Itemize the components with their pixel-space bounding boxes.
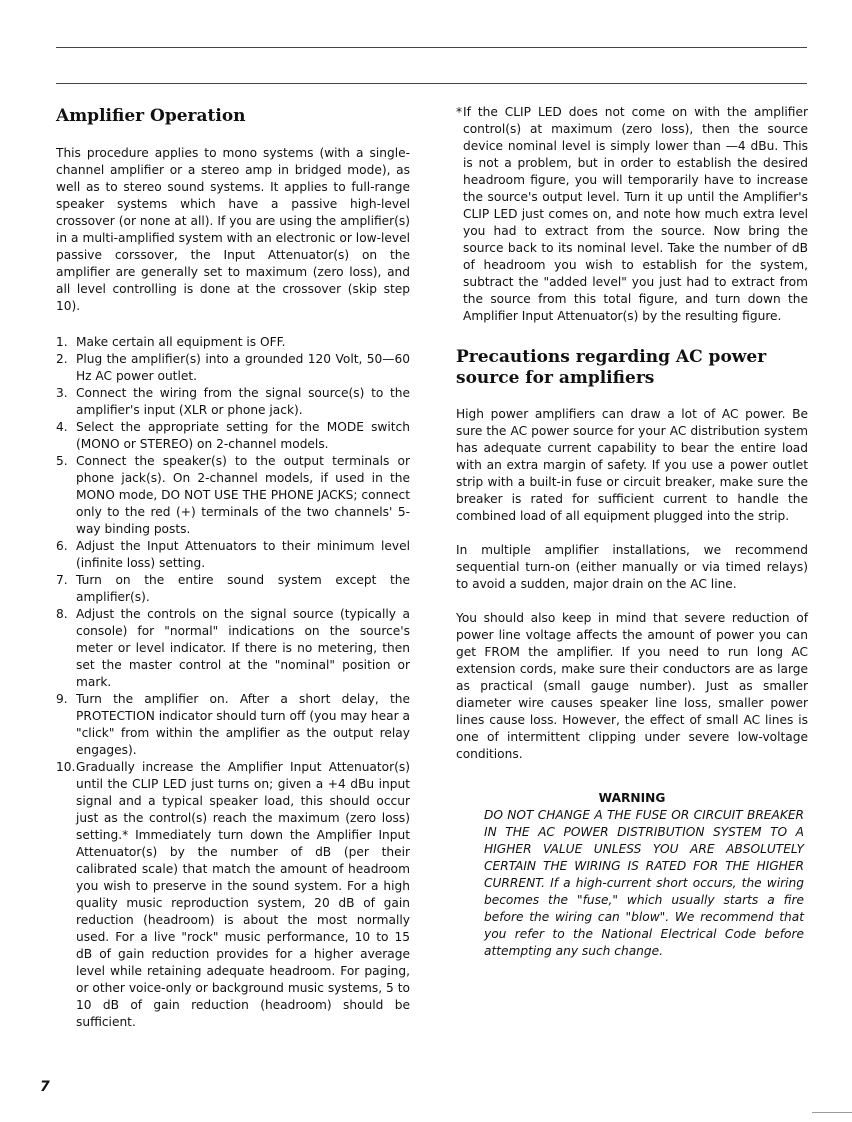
step-number: 8. <box>56 607 68 621</box>
footnote-mark: * <box>456 105 463 119</box>
section-heading-ac-power: Precautions regarding AC power source for amplifiers <box>456 347 767 388</box>
step-number: 5. <box>56 454 68 468</box>
top-rule <box>56 47 807 48</box>
step-number: 4. <box>56 420 68 434</box>
corner-rule <box>812 1112 852 1113</box>
procedure-steps <box>56 334 410 1031</box>
step-number: 10. <box>56 760 76 774</box>
page-number: 7 <box>40 1079 50 1095</box>
intro-paragraph: This procedure applies to mono systems (with a single-channel amplifier or a stereo amp in bridged mode), as well as to stereo sound systems. It applies to full-range speaker systems which have a passive high-level crossover (or none at all). If you are using the amplifier(s) in a multi-amplified system with an electronic or low-level passive corssover, the Input Attenuator(s) on the amplifier are generally set to maximum (zero loss), and all level controlling is done at the crossover (skip step 10). <box>56 146 410 313</box>
step-text: Turn on the entire sound system except the amplifier(s). <box>76 573 410 604</box>
step-text: Connect the wiring from the signal source(s) to the amplifier's input (XLR or phone jack). <box>76 386 410 417</box>
step-text: Connect the speaker(s) to the output terminals or phone jack(s). On 2-channel models, if used in the MONO mode, DO NOT USE THE PHONE JACKS; connect only to the red (+) terminals of the two channels' 5-way binding posts. <box>76 454 410 536</box>
step-item <box>56 572 410 606</box>
step-item <box>56 606 410 691</box>
step-item <box>56 351 410 385</box>
step-text: Adjust the controls on the signal source (typically a console) for "normal" indications on the source's meter or level indicator. If there is no metering, then set the master control at the "nominal" position or mark. <box>76 607 410 689</box>
ac-power-paragraph-1: High power amplifiers can draw a lot of AC power. Be sure the AC power source for your AC distribution system has adequate current capability to bear the entire load with an extra margin of safety. If you use a power outlet strip with a built-in fuse or circuit breaker, make sure the breaker is rated for sufficient current to handle the combined load of all equipment plugged into the strip. <box>456 407 808 523</box>
step-number: 2. <box>56 352 68 366</box>
step-number: 9. <box>56 692 68 706</box>
ac-power-paragraph-2: In multiple amplifier installations, we recommend sequential turn-on (either manually or via timed relays) to avoid a sudden, major drain on the AC line. <box>456 543 808 591</box>
warning-title: WARNING <box>598 791 666 805</box>
step-number: 7. <box>56 573 68 587</box>
step-number: 6. <box>56 539 68 553</box>
step-item <box>56 453 410 538</box>
step-item <box>56 691 410 759</box>
step-text: Adjust the Input Attenuators to their minimum level (infinite loss) setting. <box>76 539 410 570</box>
section-heading-amplifier-operation: Amplifier Operation <box>56 106 246 126</box>
step-text: Gradually increase the Amplifier Input Attenuator(s) until the CLIP LED just turns on; given a +4 dBu input signal and a typical speaker load, this should occur just as the control(s) reach the maximum (zero loss) setting.* Immediately turn down the Amplifier Input Attenuator(s) by the number of dB (per their calibrated scale) that match the amount of headroom you wish to preserve in the sound system. For a high quality music reproduction system, 20 dB of gain reduction (headroom) is about the most normally used. For a live "rock" music performance, 10 to 15 dB of gain reduction provides for a higher average level while retaining adequate headroom. For paging, or other voice-only or background music systems, 5 to 10 dB of gain reduction (headroom) should be sufficient. <box>76 760 410 1029</box>
step-text: Make certain all equipment is OFF. <box>76 335 286 349</box>
second-rule <box>56 83 807 84</box>
right-column <box>456 104 808 960</box>
step-text: Select the appropriate setting for the MODE switch (MONO or STEREO) on 2-channel models. <box>76 420 410 451</box>
step-item <box>56 759 410 1031</box>
footnote-text: If the CLIP LED does not come on with the amplifier control(s) at maximum (zero loss), then the source device nominal level is simply lower than —4 dBu. This is not a problem, but in order to establish the desired headroom figure, you will temporarily have to increase the source's output level. Turn it up until the Amplifier's CLIP LED just comes on, and note how much extra level you had to extract from the source. Now bring the source back to its nominal level. Take the number of dB of headroom you wish to establish for the system, subtract the "added level" you just had to extract from the source from this total figure, and turn down the Amplifier Input Attenuator(s) by the resulting figure. <box>463 105 808 323</box>
step-number: 3. <box>56 386 68 400</box>
footnote <box>456 104 808 325</box>
step-item <box>56 419 410 453</box>
ac-power-paragraph-3: You should also keep in mind that severe reduction of power line voltage affects the amount of power you can get FROM the amplifier. If you need to run long AC extension cords, make sure their conductors are as large as practical (small gauge number). Just as smaller diameter wire causes speaker line loss, smaller power lines cause loss. However, the effect of small AC lines is one of intermittent clipping under severe low-voltage conditions. <box>456 611 808 761</box>
step-item <box>56 385 410 419</box>
step-text: Plug the amplifier(s) into a grounded 120 Volt, 50—60 Hz AC power outlet. <box>76 352 410 383</box>
step-text: Turn the amplifier on. After a short delay, the PROTECTION indicator should turn off (you may hear a "click" from within the amplifier as the output relay engages). <box>76 692 410 757</box>
step-item <box>56 334 410 351</box>
step-number: 1. <box>56 335 68 349</box>
step-item <box>56 538 410 572</box>
left-column <box>56 106 410 1031</box>
warning-text: DO NOT CHANGE A THE FUSE OR CIRCUIT BREAKER IN THE AC POWER DISTRIBUTION SYSTEM TO A HIGHER VALUE UNLESS YOU ARE ABSOLUTELY CERTAIN THE WIRING IS RATED FOR THE HIGHER CURRENT. If a high-current short occurs, the wiring becomes the "fuse," which usually starts a fire before the wiring can "blow". We recommend that you refer to the National Electrical Code before attempting any such change. <box>484 808 804 958</box>
